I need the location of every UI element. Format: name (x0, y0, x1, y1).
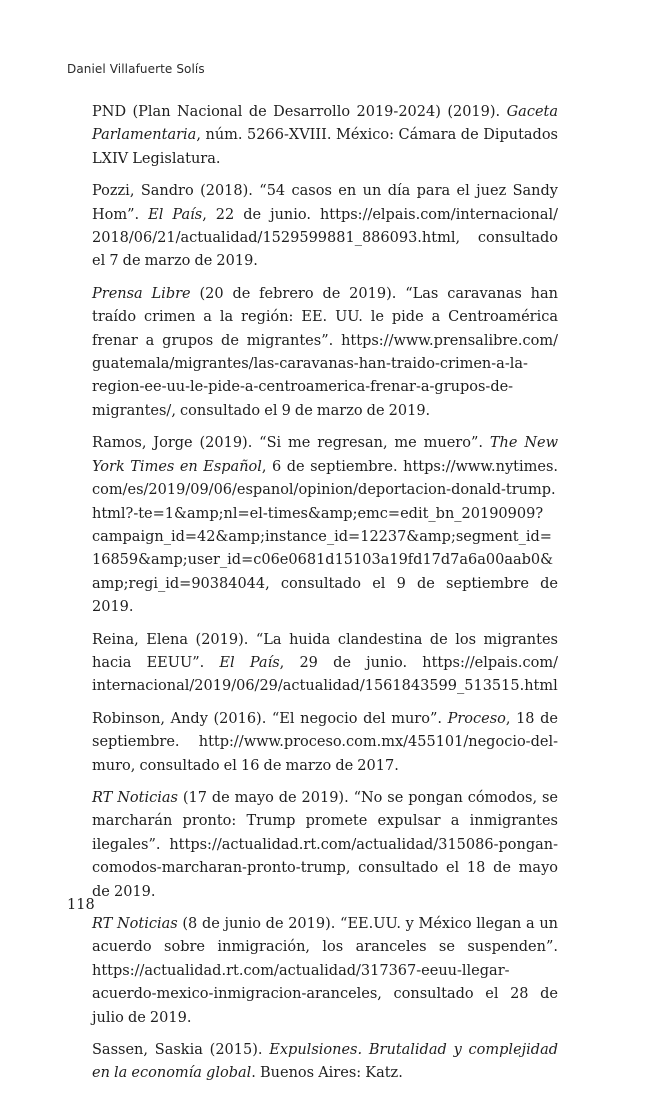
reference-title: El País (219, 654, 280, 671)
reference-text: Pozzi, Sandro (2018). “54 casos en un día para el juez Sandy Hom”. (92, 183, 558, 223)
reference-text: , 18 de septiembre. http://www.proceso.com.mx/455101/negocio-del-muro, consultado el 16 de marzo de 2017. (92, 710, 558, 774)
page-number: 118 (67, 897, 95, 913)
reference-entry (92, 180, 558, 274)
reference-entry (92, 1039, 558, 1086)
reference-title: RT Noticias (92, 789, 178, 806)
reference-entry (92, 432, 558, 619)
reference-entry (92, 913, 558, 1030)
reference-text: Ramos, Jorge (2019). “Si me regresan, me muero”. (92, 435, 490, 452)
reference-title: Gaceta Parlamentaria (92, 104, 558, 144)
reference-title: El País (148, 206, 203, 223)
reference-text: , 6 de septiembre. https://www.nytimes.com/es/2019/09/06/espanol/opinion/deportacion-donald-trump.html?-te=1&amp;nl=el-times&amp;emc=edit_bn_20190909?campaign_id=42&amp;instance_id=12237&amp;segment_id=16859&amp;user_id=c06e0681d15103a19fd17d7a6a00aab0&amp;regi_id=90384044, consultado el 9 de septiembre de 2019. (92, 458, 559, 616)
reference-text: , núm. 5266-XVIII. México: Cámara de Diputados LXIV Legislatura. (92, 127, 558, 167)
reference-entry (92, 787, 558, 904)
reference-title: The New York Times en Español (92, 435, 558, 475)
reference-text: Robinson, Andy (2016). “El negocio del muro”. (92, 710, 448, 727)
reference-list (92, 101, 558, 1095)
reference-entry (92, 101, 558, 171)
reference-entry (92, 629, 558, 699)
reference-title: Expulsiones. Brutalidad y complejidad en la economía global (92, 1042, 558, 1082)
reference-text: (17 de mayo de 2019). “No se pongan cómodos, se marcharán pronto: Trump promete expulsar a inmigrantes ilegales”. https://actualidad.rt.com/actualidad/315086-pongan-comodos-marcharan-pronto-trump, consultado el 18 de mayo de 2019. (92, 789, 558, 900)
reference-title: RT Noticias (92, 916, 178, 932)
reference-title: Proceso (447, 710, 506, 727)
reference-text: (8 de junio de 2019). “EE.UU. y México llegan a un acuerdo sobre inmigración, los aranceles se suspenden”. https://actualidad.rt.com/actualidad/317367-eeuu-llegar-acuerdo-mexico-inmigracion-aranceles, consultado el 28 de julio de 2019. (92, 916, 559, 1026)
reference-text: . Buenos Aires: Katz. (251, 1065, 403, 1082)
reference-title: Prensa Libre (92, 285, 191, 302)
reference-text: , 22 de junio. https://elpais.com/internacional/2018/06/21/actualidad/1529599881_886093.html, consultado el 7 de marzo de 2019. (92, 206, 558, 270)
reference-entry (92, 708, 558, 778)
reference-text: , 29 de junio. https://elpais.com/internacional/2019/06/29/actualidad/1561843599_513515.html (92, 654, 558, 695)
reference-text: Reina, Elena (2019). “La huida clandestina de los migrantes hacia EEUU”. (92, 631, 558, 671)
reference-text: Sassen, Saskia (2015). (92, 1042, 270, 1059)
running-head-author: Daniel Villafuerte Solís (67, 62, 205, 76)
reference-text: (20 de febrero de 2019). “Las caravanas han traído crimen a la región: EE. UU. le pide a Centroamérica frenar a grupos de migrantes”. https://www.prensalibre.com/guatemala/migrantes/las-caravanas-han-traido-crimen-a-la-region-ee-uu-le-pide-a-centroamerica-frenar-a-grupos-de-migrantes/, consultado el 9 de marzo de 2019. (92, 285, 558, 419)
reference-entry (92, 283, 558, 423)
reference-text: PND (Plan Nacional de Desarrollo 2019-2024) (2019). (92, 104, 507, 120)
